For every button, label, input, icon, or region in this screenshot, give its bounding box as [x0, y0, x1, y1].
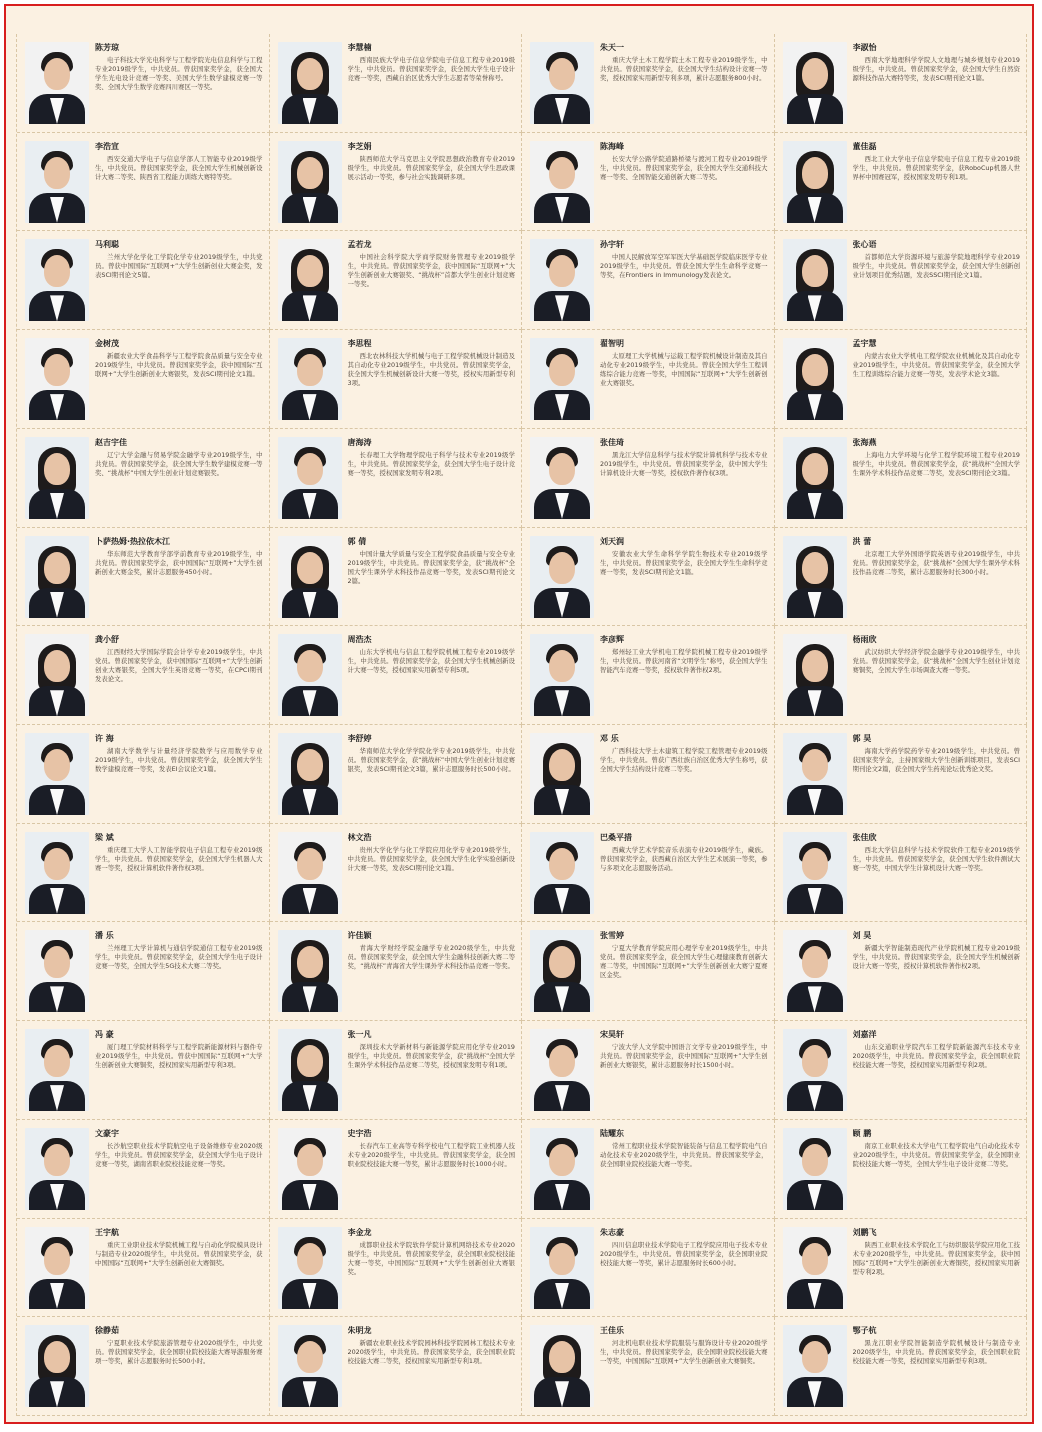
portrait-photo — [278, 634, 342, 716]
profile-bio: 华南师范大学化学学院化学专业2019级学生，中共党员。曾获国家奖学金，获“挑战杯”中国大学生创业计划竞赛银奖，发表SCI期刊论文3篇，累计志愿服务时长500小时。 — [347, 747, 515, 773]
profile-info — [348, 437, 516, 521]
profile-info — [600, 634, 768, 718]
profile-name: 王宇航 — [95, 1227, 119, 1237]
profile-info — [348, 239, 516, 323]
portrait-photo — [530, 239, 594, 321]
profile-bio: 电子科技大学光电科学与工程学院光电信息科学与工程专业2019级学生，中共党员。曾获国家奖学金，获全国大学生光电设计竞赛一等奖、美国大学生数学建模竞赛一等奖、全国大学生数学竞赛四川赛区一等奖。 — [95, 56, 263, 91]
profile-info — [95, 634, 263, 718]
profile-bio: 中国计量大学质量与安全工程学院食品质量与安全专业2019级学生，中共党员。曾获国家奖学金，获“挑战杯”全国大学生课外学术科技作品竞赛一等奖，发表SCI期刊论文2篇。 — [347, 549, 515, 585]
profile-info — [600, 239, 768, 323]
profile-bio: 黑龙江大学信息科学与技术学院计算机科学与技术专业2019级学生，中共党员。曾获国家奖学金，获中国大学生计算机设计大赛一等奖，授权软件著作权3项。 — [600, 450, 768, 477]
profile-bio: 广西科技大学土木建筑工程学院工程管理专业2019级学生，中共党员。曾获广西壮族自治区优秀大学生称号，获全国大学生结构设计竞赛二等奖。 — [600, 747, 768, 773]
profile-name: 陈芳琼 — [95, 43, 119, 52]
portrait-photo — [25, 1227, 89, 1309]
portrait-photo — [278, 437, 342, 519]
profile-name: 巴桑平措 — [600, 832, 632, 842]
profile-card — [270, 133, 523, 232]
profile-card — [17, 725, 270, 824]
profile-name: 刘嘉洋 — [852, 1030, 877, 1040]
profile-card — [17, 231, 270, 330]
portrait-photo — [25, 437, 89, 519]
profile-name: 郭 昊 — [852, 734, 872, 743]
profile-bio: 长安大学公路学院道路桥梁与渡河工程专业2019级学生，中共党员。曾获国家奖学金，获全国大学生交通科技大赛一等奖、全国智能交通创新大赛二等奖。 — [600, 154, 768, 181]
profile-bio: 西北工业大学电子信息学院电子信息工程专业2019级学生，中共党员。曾获国家奖学金，获RoboCup机器人世界杯中国赛冠军，授权国家发明专利1项。 — [852, 154, 1020, 181]
profile-card — [17, 528, 270, 627]
profile-info — [600, 930, 768, 1014]
profile-bio: 宁波大学人文学院中国语言文学专业2019级学生，中共党员。曾获国家奖学金，获中国国际“互联网+”大学生创新创业大赛银奖，累计志愿服务时长1500小时。 — [600, 1043, 768, 1070]
portrait-photo — [530, 1029, 594, 1111]
profile-info — [853, 141, 1021, 225]
profile-info — [600, 42, 768, 126]
profile-name: 杨雨欣 — [852, 635, 877, 645]
profile-info — [348, 1227, 516, 1311]
portrait-photo — [783, 832, 847, 914]
profile-bio: 海南大学药学院药学专业2019级学生，中共党员。曾获国家奖学金，主持国家级大学生创新训练项目，发表SCI期刊论文2篇，获全国大学生药苑论坛优秀论文奖。 — [852, 747, 1020, 773]
portrait-photo — [25, 634, 89, 716]
profile-info — [853, 42, 1021, 126]
profile-info — [348, 634, 516, 718]
profile-info — [348, 733, 516, 817]
profile-name: 李思程 — [347, 339, 372, 349]
profile-info — [600, 141, 768, 225]
profile-card — [775, 1021, 1028, 1120]
portrait-photo — [783, 239, 847, 321]
portrait-photo — [25, 733, 89, 815]
portrait-photo — [530, 42, 594, 124]
profile-card — [17, 1120, 270, 1219]
profile-bio: 郑州轻工业大学机电工程学院机械工程专业2019级学生，中共党员。曾获河南省“文明学生”称号，获全国大学生智能汽车竞赛一等奖，授权软件著作权2项。 — [600, 648, 768, 675]
profile-name: 李金龙 — [347, 1227, 372, 1237]
profile-name: 陆耀东 — [600, 1128, 624, 1138]
profile-bio: 新疆农业大学食品科学与工程学院食品质量与安全专业2019级学生，中共党员。曾获国家奖学金，获中国国际“互联网+”大学生创新创业大赛银奖，发表SCI期刊论文1篇。 — [95, 352, 263, 379]
profile-bio: 兰州大学化学化工学院化学专业2019级学生，中共党员。曾获中国国际“互联网+”大学生创新创业大赛金奖，发表SCI期刊论文5篇。 — [95, 253, 263, 280]
profile-card — [270, 34, 523, 133]
portrait-photo — [530, 1128, 594, 1210]
profile-bio: 西南民族大学电子信息学院电子信息工程专业2019级学生，中共党员。曾获国家奖学金，获全国大学生电子设计竞赛一等奖，西藏自治区优秀大学生志愿者等荣誉称号。 — [347, 56, 515, 82]
profile-name: 宋昊轩 — [600, 1030, 624, 1040]
profile-card — [522, 626, 775, 725]
profile-info — [95, 1128, 263, 1212]
profile-bio: 中国社会科学院大学商学院财务管理专业2019级学生，中共党员。曾获国家奖学金，获中国国际“互联网+”大学生创新创业大赛银奖、“挑战杯”首都大学生创业计划竞赛一等奖。 — [347, 253, 515, 289]
profile-card — [522, 1219, 775, 1318]
profile-name: 洪 蕾 — [852, 536, 872, 546]
profile-bio: 西南大学地理科学学院人文地理与城乡规划专业2019级学生，中共党员。曾获国家奖学金，获全国大学生自然资源科技作品大赛特等奖，发表SCI期刊论文1篇。 — [852, 56, 1020, 82]
profile-info — [95, 437, 263, 521]
profile-card — [522, 330, 775, 429]
profile-info — [348, 338, 516, 422]
profile-bio: 长春汽车工业高等专科学校电气工程学院工业机器人技术专业2020级学生，中共党员。曾获国家奖学金，获全国职业院校技能大赛一等奖，累计志愿服务时长1000小时。 — [347, 1141, 515, 1168]
profile-name: 刘鹏飞 — [852, 1227, 877, 1237]
profile-info — [600, 1029, 768, 1113]
profile-card — [522, 133, 775, 232]
profile-card — [522, 528, 775, 627]
profile-card — [522, 725, 775, 824]
profile-bio: 成都职业技术学院软件学院计算机网络技术专业2020级学生，中共党员。曾获国家奖学金，获全国职业院校技能大赛一等奖，中国国际“互联网+”大学生创新创业大赛银奖。 — [347, 1240, 515, 1276]
profile-bio: 厦门理工学院材料科学与工程学院新能源材料与器件专业2019级学生，中共党员。曾获中国国际“互联网+”大学生创新创业大赛铜奖，授权国家实用新型专利3项。 — [95, 1043, 263, 1070]
profile-card — [17, 1317, 270, 1416]
profile-info — [600, 338, 768, 422]
profile-name: 邓 乐 — [600, 734, 619, 743]
profile-info — [853, 437, 1021, 521]
profile-name: 唐海涛 — [347, 437, 372, 447]
profile-name: 冯 豪 — [95, 1030, 114, 1040]
profile-name: 顾 鹏 — [852, 1128, 872, 1138]
profile-bio: 西北大学信息科学与技术学院软件工程专业2019级学生，中共党员。曾获国家奖学金，获全国大学生软件测试大赛一等奖，中国大学生计算机设计大赛一等奖。 — [852, 845, 1020, 872]
profile-card — [270, 725, 523, 824]
portrait-photo — [783, 1128, 847, 1210]
profile-name: 许 海 — [95, 734, 114, 743]
profile-card — [17, 1219, 270, 1318]
profile-card — [17, 922, 270, 1021]
portrait-photo — [278, 1128, 342, 1210]
profile-card — [522, 1120, 775, 1219]
portrait-photo — [530, 1325, 594, 1407]
profile-name: 朱天一 — [600, 43, 624, 52]
profile-info — [600, 536, 768, 620]
portrait-photo — [25, 338, 89, 420]
profile-card — [270, 922, 523, 1021]
portrait-photo — [783, 141, 847, 223]
profile-name: 史宇浩 — [347, 1128, 372, 1138]
profile-bio: 太原理工大学机械与运载工程学院机械设计制造及其自动化专业2019级学生，中共党员。曾获全国大学生工程训练综合能力竞赛一等奖，中国国际“互联网+”大学生创新创业大赛银奖。 — [600, 352, 768, 388]
portrait-photo — [25, 42, 89, 124]
portrait-photo — [25, 930, 89, 1012]
portrait-photo — [783, 733, 847, 815]
profile-bio: 南京工业职业技术大学电气工程学院电气自动化技术专业2020级学生，中共党员。曾获国家奖学金，获全国职业院校技能大赛一等奖，全国大学生电子设计竞赛二等奖。 — [852, 1141, 1020, 1168]
page-frame — [4, 4, 1034, 1424]
profile-name: 许佳颖 — [347, 931, 372, 941]
profile-bio: 安徽农业大学生命科学学院生物技术专业2019级学生，中共党员。曾获国家奖学金，获全国大学生生命科学竞赛一等奖，发表SCI期刊论文1篇。 — [600, 549, 768, 576]
portrait-photo — [278, 1325, 342, 1407]
profile-bio: 四川信息职业技术学院电子工程学院应用电子技术专业2020级学生，中共党员。曾获国家奖学金，获全国职业院校技能大赛一等奖，累计志愿服务时长600小时。 — [600, 1240, 768, 1267]
profile-bio: 湖南大学数学与计量经济学院数学与应用数学专业2019级学生，中共党员。曾获国家奖学金，获全国大学生数学建模竞赛一等奖，发表EI会议论文1篇。 — [95, 747, 263, 773]
profile-name: 李彦辉 — [600, 635, 624, 645]
profile-card — [270, 1219, 523, 1318]
profile-card — [775, 1120, 1028, 1219]
profile-info — [348, 1325, 516, 1409]
portrait-photo — [25, 536, 89, 618]
profile-bio: 黑龙江职业学院智能制造学院机械设计与制造专业2020级学生，中共党员。曾获国家奖学金，获全国职业院校技能大赛一等奖，授权国家实用新型专利3项。 — [852, 1339, 1020, 1366]
portrait-photo — [530, 536, 594, 618]
profile-bio: 宁夏职业技术学院旅游管理专业2020级学生，中共党员。曾获国家奖学金，获全国职业院校技能大赛导游服务赛项一等奖，累计志愿服务时长500小时。 — [95, 1339, 263, 1366]
profile-bio: 重庆大学土木工程学院土木工程专业2019级学生，中共党员。曾获国家奖学金，获全国大学生结构设计竞赛一等奖，授权国家实用新型专利多项，累计志愿服务800小时。 — [600, 56, 768, 82]
profile-info — [600, 733, 768, 817]
profile-card — [522, 824, 775, 923]
portrait-photo — [783, 930, 847, 1012]
profile-card — [522, 1317, 775, 1416]
profile-bio: 中国人民解放军空军军医大学基础医学院临床医学专业2019级学生，中共党员。曾获全国大学生生命科学竞赛一等奖，在Frontiers in Immunology发表论文。 — [600, 253, 768, 280]
profile-info — [95, 42, 263, 126]
profile-card — [775, 626, 1028, 725]
profile-name: 孙宇轩 — [600, 240, 624, 250]
profile-bio: 西安交通大学电子与信息学部人工智能专业2019级学生，中共党员。曾获国家奖学金，获全国大学生机械创新设计大赛二等奖、陕西省工程能力训练大赛特等奖。 — [95, 154, 263, 181]
profile-info — [853, 832, 1021, 916]
profile-info — [348, 930, 516, 1014]
profile-name: 张一凡 — [347, 1030, 372, 1040]
portrait-photo — [530, 1227, 594, 1309]
profile-info — [348, 832, 516, 916]
profile-bio: 内蒙古农业大学机电工程学院农业机械化及其自动化专业2019级学生，中共党员。曾获国家奖学金，获全国大学生工程训练综合能力竞赛一等奖，发表学术论文3篇。 — [852, 352, 1020, 379]
profile-info — [600, 832, 768, 916]
profile-info — [348, 141, 516, 225]
profile-info — [853, 634, 1021, 718]
profile-bio: 青海大学财经学院金融学专业2020级学生，中共党员。曾获国家奖学金，获全国大学生金融科技创新大赛二等奖，“挑战杯”青海省大学生课外学术科技作品竞赛一等奖。 — [347, 944, 515, 971]
profile-name: 朱志豪 — [600, 1227, 624, 1237]
profile-card — [17, 1021, 270, 1120]
profile-info — [853, 1227, 1021, 1311]
profile-bio: 深圳技术大学新材料与新能源学院应用化学专业2019级学生，中共党员。曾获国家奖学金，获“挑战杯”全国大学生课外学术科技作品竞赛二等奖，授权国家发明专利1项。 — [347, 1043, 515, 1070]
profile-name: 董佳磊 — [852, 141, 877, 151]
profile-card — [17, 34, 270, 133]
profile-name: 刘天润 — [600, 536, 624, 546]
profile-info — [853, 930, 1021, 1014]
profile-card — [775, 528, 1028, 627]
profile-bio: 山东大学机电与信息工程学院机械工程专业2019级学生，中共党员。曾获国家奖学金，获全国大学生机械创新设计大赛一等奖，授权国家实用新型专利5项。 — [347, 648, 515, 675]
profile-info — [853, 1325, 1021, 1409]
profile-name: 张佳琦 — [600, 437, 624, 447]
profile-name: 梁 斌 — [95, 832, 114, 842]
profile-name: 张海燕 — [852, 437, 877, 447]
profile-name: 林文浩 — [347, 832, 372, 842]
profile-bio: 西北农林科技大学机械与电子工程学院机械设计制造及其自动化专业2019级学生，中共党员。曾获国家奖学金，获全国大学生机械创新设计大赛一等奖，授权实用新型专利3项。 — [347, 352, 515, 388]
profile-card — [270, 231, 523, 330]
portrait-photo — [783, 1227, 847, 1309]
profile-name: 潘 乐 — [95, 931, 114, 941]
profile-info — [95, 1227, 263, 1311]
portrait-photo — [25, 239, 89, 321]
profile-info — [853, 733, 1021, 817]
profile-card — [775, 824, 1028, 923]
portrait-photo — [278, 1227, 342, 1309]
portrait-photo — [278, 338, 342, 420]
profile-bio: 长沙航空职业技术学院航空电子设备维修专业2020级学生，中共党员。曾获国家奖学金，获全国大学生电子设计竞赛一等奖，湖南省职业院校技能竞赛一等奖。 — [95, 1141, 263, 1168]
profile-card — [775, 330, 1028, 429]
profile-card — [522, 429, 775, 528]
profile-info — [853, 1128, 1021, 1212]
profile-info — [95, 930, 263, 1014]
profile-info — [95, 338, 263, 422]
profile-bio: 山东交通职业学院汽车工程学院新能源汽车技术专业2020级学生，中共党员。曾获国家奖学金，获全国职业院校技能大赛一等奖，授权国家实用新型专利2项。 — [852, 1043, 1020, 1070]
profile-card — [17, 429, 270, 528]
profile-card — [522, 34, 775, 133]
profile-card — [775, 922, 1028, 1021]
profile-name: 卜萨热姆·热拉依木江 — [95, 536, 171, 546]
profile-name: 赵吉宇佳 — [95, 437, 127, 447]
portrait-photo — [530, 634, 594, 716]
profile-name: 马利聪 — [95, 240, 119, 250]
profile-name: 张佳欣 — [852, 832, 877, 842]
portrait-photo — [278, 141, 342, 223]
portrait-photo — [783, 1325, 847, 1407]
profile-info — [853, 239, 1021, 323]
portrait-photo — [783, 634, 847, 716]
profile-bio: 陕西工业职业技术学院化工与纺织服装学院应用化工技术专业2020级学生，中共党员。曾获国家奖学金，获中国国际“互联网+”大学生创新创业大赛铜奖，授权国家实用新型专利2项。 — [852, 1240, 1020, 1276]
profile-info — [95, 733, 263, 817]
profile-card — [775, 429, 1028, 528]
profile-name: 文豪宇 — [95, 1128, 119, 1138]
profile-name: 朱明龙 — [347, 1326, 372, 1336]
portrait-photo — [530, 338, 594, 420]
profile-info — [600, 437, 768, 521]
portrait-photo — [783, 338, 847, 420]
profile-bio: 北京理工大学外国语学院英语专业2019级学生，中共党员。曾获国家奖学金，获“挑战杯”全国大学生课外学术科技作品竞赛二等奖，累计志愿服务时长300小时。 — [852, 549, 1020, 576]
profile-card — [270, 1021, 523, 1120]
profile-bio: 西藏大学艺术学院音乐表演专业2019级学生，藏族。曾获国家奖学金，获西藏自治区大学生艺术展演一等奖，参与多项文化志愿服务活动。 — [600, 845, 768, 872]
profile-card — [17, 133, 270, 232]
portrait-photo — [278, 1029, 342, 1111]
profile-info — [348, 1029, 516, 1113]
profile-card — [522, 231, 775, 330]
profile-card — [775, 1219, 1028, 1318]
profile-card — [775, 231, 1028, 330]
profile-name: 龚小舒 — [95, 635, 119, 645]
portrait-photo — [278, 536, 342, 618]
profile-card — [17, 330, 270, 429]
profile-grid — [16, 34, 1027, 1416]
profile-name: 孟宇慧 — [852, 339, 877, 349]
profile-name: 李慧楠 — [347, 43, 372, 52]
profile-bio: 辽宁大学金融与贸易学院金融学专业2019级学生，中共党员。曾获国家奖学金，获全国大学生数学建模竞赛一等奖、“挑战杯”中国大学生创业计划竞赛银奖。 — [95, 450, 263, 477]
profile-name: 金树茂 — [95, 339, 119, 349]
profile-card — [270, 824, 523, 923]
profile-name: 徐静茹 — [95, 1326, 119, 1336]
portrait-photo — [278, 42, 342, 124]
portrait-photo — [783, 1029, 847, 1111]
profile-bio: 常州工程职业技术学院智能装备与信息工程学院电气自动化技术专业2020级学生，中共党员。曾获国家奖学金，获全国职业院校技能大赛一等奖。 — [600, 1141, 768, 1168]
profile-card — [775, 34, 1028, 133]
profile-info — [95, 239, 263, 323]
profile-card — [522, 922, 775, 1021]
profile-name: 陈海峰 — [600, 141, 624, 151]
profile-bio: 长春理工大学物理学院电子科学与技术专业2019级学生，中共党员。曾获国家奖学金，获全国大学生电子设计竞赛一等奖，授权国家发明专利2项。 — [347, 450, 515, 477]
profile-name: 郭 倩 — [347, 536, 367, 546]
profile-name: 王佳乐 — [600, 1326, 624, 1336]
portrait-photo — [783, 536, 847, 618]
portrait-photo — [25, 832, 89, 914]
portrait-photo — [25, 141, 89, 223]
profile-name: 李淑怡 — [852, 43, 877, 52]
profile-bio: 重庆工业职业技术学院机械工程与自动化学院模具设计与制造专业2020级学生，中共党员。曾获国家奖学金，获中国国际“互联网+”大学生创新创业大赛铜奖。 — [95, 1240, 263, 1267]
portrait-photo — [278, 239, 342, 321]
profile-info — [95, 141, 263, 225]
profile-name: 刘 昊 — [852, 931, 872, 941]
portrait-photo — [530, 437, 594, 519]
profile-bio: 重庆理工大学人工智能学院电子信息工程专业2019级学生，中共党员。曾获国家奖学金，获全国大学生机器人大赛一等奖，授权计算机软件著作权3项。 — [95, 845, 263, 872]
profile-name: 李浩宣 — [95, 141, 119, 151]
profile-card — [270, 1120, 523, 1219]
profile-card — [270, 626, 523, 725]
profile-bio: 贵州大学化学与化工学院应用化学专业2019级学生，中共党员。曾获国家奖学金，获全国大学生化学实验创新设计大赛一等奖，发表SCI期刊论文1篇。 — [347, 845, 515, 872]
profile-bio: 新疆大学智能制造现代产业学院机械工程专业2019级学生，中共党员。曾获国家奖学金，获全国大学生机械创新设计大赛一等奖，授权计算机软件著作权2项。 — [852, 944, 1020, 971]
portrait-photo — [278, 733, 342, 815]
profile-info — [853, 338, 1021, 422]
profile-info — [348, 42, 516, 126]
profile-bio: 陕西师范大学马克思主义学院思想政治教育专业2019级学生，中共党员。曾获国家奖学金，获全国大学生思政课展示活动一等奖，参与社会实践调研多项。 — [347, 154, 515, 181]
profile-card — [17, 626, 270, 725]
profile-name: 鄂子杭 — [852, 1326, 877, 1336]
profile-info — [95, 832, 263, 916]
profile-info — [600, 1128, 768, 1212]
profile-card — [775, 725, 1028, 824]
portrait-photo — [530, 832, 594, 914]
portrait-photo — [25, 1325, 89, 1407]
profile-info — [853, 536, 1021, 620]
profile-card — [270, 429, 523, 528]
profile-bio: 首都师范大学资源环境与旅游学院地理科学专业2019级学生，中共党员。曾获国家奖学金，获全国大学生创新创业计划项目优秀结题，发表SSCI期刊论文1篇。 — [852, 253, 1020, 280]
profile-name: 孟若龙 — [347, 240, 372, 250]
profile-bio: 上海电力大学环境与化学工程学院环境工程专业2019级学生，中共党员。曾获国家奖学金，获“挑战杯”全国大学生课外学术科技作品竞赛二等奖，发表SCI期刊论文3篇。 — [852, 450, 1020, 477]
portrait-photo — [530, 733, 594, 815]
portrait-photo — [530, 930, 594, 1012]
profile-bio: 江西财经大学国际学院会计学专业2019级学生，中共党员。曾获国家奖学金，获中国国际“互联网+”大学生创新创业大赛银奖，全国大学生英语竞赛一等奖，在CPCI期刊发表论文。 — [95, 648, 263, 684]
profile-bio: 兰州理工大学计算机与通信学院通信工程专业2019级学生，中共党员。曾获国家奖学金，获全国大学生电子设计竞赛一等奖，全国大学生5G技术大赛二等奖。 — [95, 944, 263, 971]
profile-info — [95, 1029, 263, 1113]
profile-info — [348, 536, 516, 620]
profile-info — [95, 536, 263, 620]
profile-info — [600, 1325, 768, 1409]
profile-info — [348, 1128, 516, 1212]
profile-card — [270, 1317, 523, 1416]
profile-name: 张雪婷 — [600, 931, 624, 941]
profile-info — [95, 1325, 263, 1409]
profile-card — [270, 330, 523, 429]
portrait-photo — [783, 437, 847, 519]
profile-bio: 武汉纺织大学经济学院金融学专业2019级学生，中共党员。曾获国家奖学金，获“挑战杯”全国大学生创业计划竞赛铜奖，全国大学生市场调查大赛一等奖。 — [852, 648, 1020, 675]
profile-name: 翟智明 — [600, 339, 624, 349]
profile-card — [17, 824, 270, 923]
profile-info — [853, 1029, 1021, 1113]
profile-card — [775, 1317, 1028, 1416]
portrait-photo — [25, 1128, 89, 1210]
profile-card — [522, 1021, 775, 1120]
profile-bio: 河北机电职业技术学院服装与服饰设计专业2020级学生，中共党员。曾获国家奖学金，获全国职业院校技能大赛一等奖，中国国际“互联网+”大学生创新创业大赛铜奖。 — [600, 1339, 768, 1366]
profile-bio: 宁夏大学教育学院应用心理学专业2019级学生，中共党员。曾获国家奖学金，获全国大学生心理健康教育创新大赛二等奖，中国国际“互联网+”大学生创新创业大赛宁夏赛区金奖。 — [600, 944, 768, 980]
profile-bio: 新疆农业职业技术学院园林科技学院园林工程技术专业2020级学生，中共党员。曾获国家奖学金，获全国职业院校技能大赛二等奖，授权国家实用新型专利1项。 — [347, 1339, 515, 1366]
profile-info — [600, 1227, 768, 1311]
profile-card — [270, 528, 523, 627]
profile-name: 周浩杰 — [347, 635, 372, 645]
portrait-photo — [278, 832, 342, 914]
portrait-photo — [25, 1029, 89, 1111]
portrait-photo — [278, 930, 342, 1012]
profile-bio: 华东师范大学教育学部学前教育专业2019级学生，中共党员。曾获国家奖学金，获中国国际“互联网+”大学生创新创业大赛金奖，累计志愿服务450小时。 — [95, 549, 263, 576]
portrait-photo — [530, 141, 594, 223]
profile-card — [775, 133, 1028, 232]
profile-name: 张心语 — [852, 240, 877, 250]
portrait-photo — [783, 42, 847, 124]
profile-name: 李芝娟 — [347, 141, 372, 151]
profile-name: 李舒婷 — [347, 734, 372, 743]
